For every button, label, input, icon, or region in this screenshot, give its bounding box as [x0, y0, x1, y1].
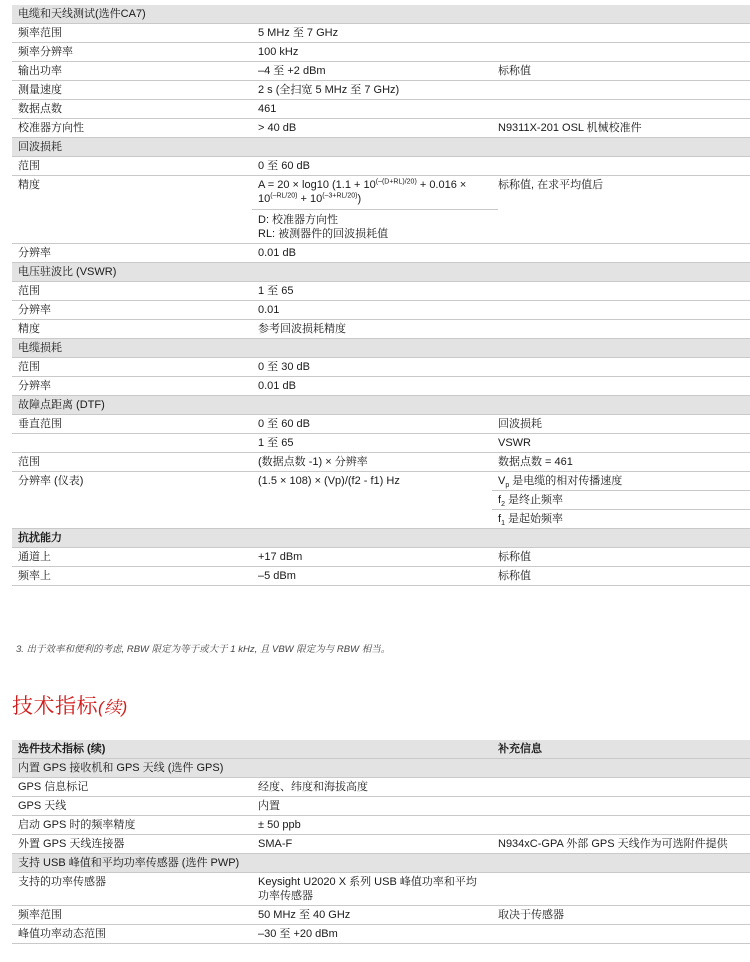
section-row: [12, 138, 750, 157]
row-note: 取决于传感器: [492, 906, 750, 925]
row-value: 0.01 dB: [252, 377, 492, 396]
table-row: [12, 119, 750, 138]
row-label: 支持的功率传感器: [12, 873, 252, 906]
table-row: [12, 81, 750, 100]
formula-part: ): [357, 193, 362, 205]
row-label: 频率分辨率: [12, 43, 252, 62]
table-row: [12, 925, 750, 944]
row-note: [492, 320, 750, 339]
row-note: [492, 43, 750, 62]
section-title: 电缆和天线测试(选件CA7): [12, 5, 252, 24]
row-value: 1 至 65: [252, 282, 492, 301]
row-note: N9311X-201 OSL 机械校准件: [492, 119, 750, 138]
cable-antenna-spec-table: [12, 5, 750, 586]
row-value: 461: [252, 100, 492, 119]
section-empty: [252, 339, 492, 358]
row-value: 2 s (全扫宽 5 MHz 至 7 GHz): [252, 81, 492, 100]
row-value: (数据点数 -1) × 分辨率: [252, 453, 492, 472]
section-title: 电缆损耗: [12, 339, 252, 358]
row-note: [492, 873, 750, 906]
section-empty: [252, 396, 492, 415]
row-label: 分辨率: [12, 301, 252, 320]
row-label: 频率范围: [12, 906, 252, 925]
row-value: 0 至 30 dB: [252, 358, 492, 377]
row-note: [492, 301, 750, 320]
table-row: [12, 282, 750, 301]
row-note: [492, 925, 750, 944]
section-empty: [252, 854, 492, 873]
table-row: [12, 377, 750, 396]
table-row: [12, 301, 750, 320]
table-row: [12, 176, 750, 244]
section-row: [12, 263, 750, 282]
table-row: [12, 157, 750, 176]
row-label: 数据点数: [12, 100, 252, 119]
row-value: –4 至 +2 dBm: [252, 62, 492, 81]
row-label: 频率范围: [12, 24, 252, 43]
section-title: 回波损耗: [12, 138, 252, 157]
row-note: 标称值: [492, 62, 750, 81]
variable-desc: 是电缆的相对传播速度: [509, 475, 623, 487]
variable-symbol: V: [498, 475, 506, 487]
row-value: 参考回波损耗精度: [252, 320, 492, 339]
section-title: 故障点距离 (DTF): [12, 396, 252, 415]
row-label: 垂直范围: [12, 415, 252, 434]
table-row: [12, 797, 750, 816]
row-note: N934xC-GPA 外部 GPS 天线作为可选附件提供: [492, 835, 750, 854]
formula-divider: [252, 209, 498, 210]
row-value: Keysight U2020 X 系列 USB 峰值功率和平均功率传感器: [252, 873, 492, 906]
row-label: 分辨率: [12, 377, 252, 396]
row-note: [492, 100, 750, 119]
variable-subscript: 1: [501, 520, 505, 528]
table-row: [12, 873, 750, 906]
row-value: > 40 dB: [252, 119, 492, 138]
section-row: [12, 759, 750, 778]
row-note: 标称值: [492, 567, 750, 586]
option-spec-table: [12, 740, 750, 944]
row-note: [492, 358, 750, 377]
row-value: SMA-F: [252, 835, 492, 854]
row-note: 回波损耗: [492, 415, 750, 434]
row-label: 峰值功率动态范围: [12, 925, 252, 944]
section-empty: [492, 854, 750, 873]
table-row: [12, 100, 750, 119]
table-row: [12, 472, 750, 529]
section-empty: [252, 529, 492, 548]
row-value: 5 MHz 至 7 GHz: [252, 24, 492, 43]
header-empty: [252, 740, 492, 759]
formula-note: D: 校准器方向性: [258, 214, 339, 226]
row-value: 0.01 dB: [252, 244, 492, 263]
row-label: 精度: [12, 320, 252, 339]
section-empty: [492, 5, 750, 24]
row-label: 通道上: [12, 548, 252, 567]
heading-suffix: (续): [98, 698, 128, 717]
row-note: 标称值, 在求平均值后: [492, 176, 750, 244]
table-header-row: [12, 740, 750, 759]
table-row: [12, 62, 750, 81]
table-row: [12, 778, 750, 797]
table-row: [12, 906, 750, 925]
variable-subscript: p: [505, 482, 510, 490]
table-row: [12, 43, 750, 62]
row-value: 0 至 60 dB: [252, 415, 492, 434]
row-note: [492, 282, 750, 301]
table-row: [12, 244, 750, 263]
table-row: [12, 453, 750, 472]
variable-note: [492, 491, 750, 510]
row-value: 0.01: [252, 301, 492, 320]
row-label: 测量速度: [12, 81, 252, 100]
row-note: [492, 24, 750, 43]
row-label: 范围: [12, 453, 252, 472]
section-empty: [492, 529, 750, 548]
section-row: [12, 396, 750, 415]
row-value: ± 50 ppb: [252, 816, 492, 835]
row-label: 分辨率 (仪表): [12, 472, 252, 529]
variable-subscript: 2: [501, 501, 505, 509]
row-label: 范围: [12, 358, 252, 377]
row-note: VSWR: [492, 434, 750, 453]
section-empty: [492, 339, 750, 358]
row-note: 标称值: [492, 548, 750, 567]
row-value: 经度、纬度和海拔高度: [252, 778, 492, 797]
row-note: [492, 816, 750, 835]
row-note: 数据点数 = 461: [492, 453, 750, 472]
header-spec-label: 选件技术指标 (续): [12, 740, 252, 759]
table-row: [12, 835, 750, 854]
section-empty: [252, 263, 492, 282]
table-row: [12, 567, 750, 586]
row-value: 100 kHz: [252, 43, 492, 62]
section-empty: [252, 5, 492, 24]
formula-note: RL: 被测器件的回波损耗值: [258, 228, 389, 240]
table-row: [12, 320, 750, 339]
section-row: [12, 854, 750, 873]
section-title: 内置 GPS 接收机和 GPS 天线 (选件 GPS): [12, 759, 252, 778]
row-label: 精度: [12, 176, 252, 244]
row-label: 启动 GPS 时的频率精度: [12, 816, 252, 835]
row-note: [492, 244, 750, 263]
row-label: [12, 434, 252, 453]
formula-part: + 10: [297, 193, 323, 205]
row-note: [492, 377, 750, 396]
row-label: GPS 信息标记: [12, 778, 252, 797]
section-empty: [252, 138, 492, 157]
row-label: 校准器方向性: [12, 119, 252, 138]
formula-exponent: (–3+RL/20): [322, 192, 358, 200]
variable-desc: 是终止频率: [504, 494, 564, 506]
table-row: [12, 358, 750, 377]
row-note: [492, 81, 750, 100]
variable-note: [492, 510, 750, 528]
section-empty: [492, 138, 750, 157]
section-row: [12, 339, 750, 358]
row-label: 频率上: [12, 567, 252, 586]
row-note: [492, 797, 750, 816]
table-row: [12, 434, 750, 453]
formula-exponent: (–RL/20): [270, 192, 298, 200]
row-value: 0 至 60 dB: [252, 157, 492, 176]
footnote: 3. 出于效率和便利的考虑, RBW 限定为等于或大于 1 kHz, 且 VBW 限定为与 RBW 相当。: [16, 644, 391, 655]
row-label: 范围: [12, 157, 252, 176]
row-value: 50 MHz 至 40 GHz: [252, 906, 492, 925]
row-label: 输出功率: [12, 62, 252, 81]
row-note: [492, 157, 750, 176]
formula-part: + 0.016 × 10: [258, 179, 467, 205]
section-empty: [492, 759, 750, 778]
section-title: 电压驻波比 (VSWR): [12, 263, 252, 282]
variable-symbol: f: [498, 513, 502, 525]
table-row: [12, 415, 750, 434]
section-row: [12, 5, 750, 24]
row-value: 内置: [252, 797, 492, 816]
row-label: 分辨率: [12, 244, 252, 263]
table-row: [12, 816, 750, 835]
table-row: [12, 24, 750, 43]
variable-desc: 是起始频率: [504, 513, 564, 525]
row-label: GPS 天线: [12, 797, 252, 816]
header-supplement-label: 补充信息: [492, 740, 750, 759]
table-row: [12, 548, 750, 567]
section-row: [12, 529, 750, 548]
variable-note: [492, 472, 750, 491]
row-value: (1.5 × 108) × (Vp)/(f2 - f1) Hz: [252, 472, 492, 529]
row-value: +17 dBm: [252, 548, 492, 567]
row-label: 范围: [12, 282, 252, 301]
section-empty: [492, 263, 750, 282]
row-value: 1 至 65: [252, 434, 492, 453]
section-empty: [252, 759, 492, 778]
row-value: –30 至 +20 dBm: [252, 925, 492, 944]
row-note: [492, 778, 750, 797]
row-value: –5 dBm: [252, 567, 492, 586]
formula-exponent: (–(D+RL)/20): [375, 178, 417, 186]
row-note: [492, 472, 750, 529]
section-title: 抗扰能力: [12, 529, 252, 548]
section-empty: [492, 396, 750, 415]
row-label: 外置 GPS 天线连接器: [12, 835, 252, 854]
page-heading: [12, 690, 128, 720]
heading-main: 技术指标: [12, 695, 98, 718]
accuracy-formula: [252, 176, 492, 244]
formula-part: A = 20 × log10 (1.1 + 10: [258, 179, 376, 191]
variable-symbol: f: [498, 494, 502, 506]
section-title: 支持 USB 峰值和平均功率传感器 (选件 PWP): [12, 854, 252, 873]
